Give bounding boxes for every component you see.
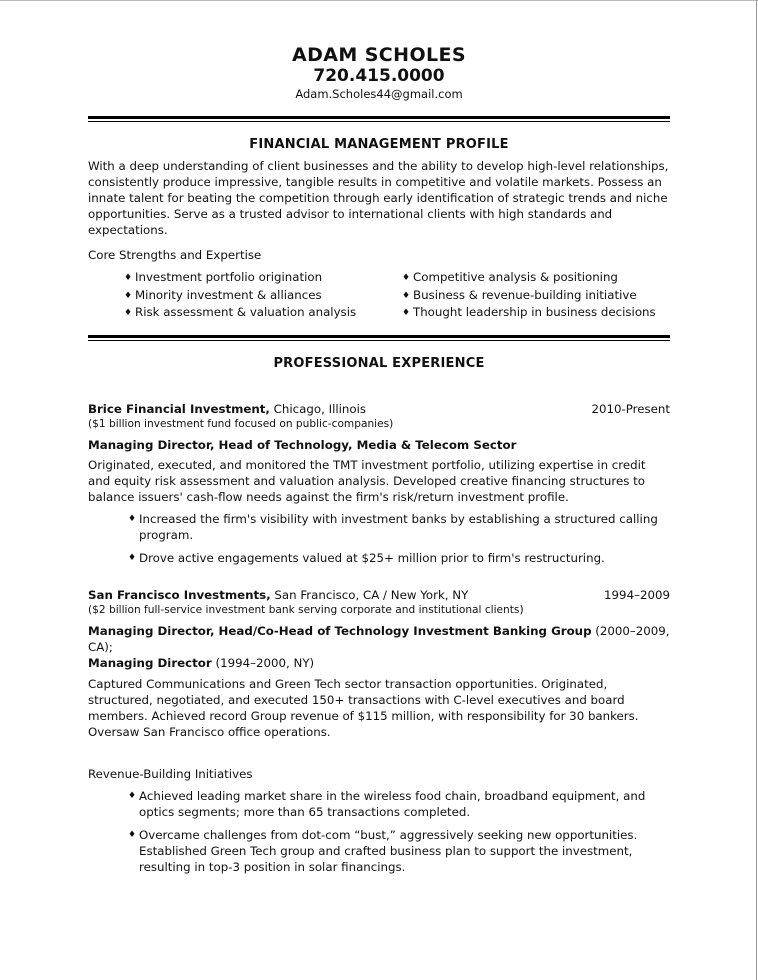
experience-section [88, 356, 670, 875]
diamond-bullet-icon: ♦ [128, 552, 137, 563]
section-divider [88, 335, 670, 338]
job-location: San Francisco, CA / New York, NY [270, 587, 469, 602]
job-entry [88, 587, 670, 875]
page-top-edge [0, 0, 758, 1]
diamond-bullet-icon: ♦ [128, 829, 137, 840]
company-description: ($2 billion full-service investment bank serving corporate and institutional clients) [88, 603, 524, 616]
candidate-name: ADAM SCHOLES [292, 44, 466, 66]
profile-summary: With a deep understanding of client businesses and the ability to develop high-level relationships, consistently produce impressive, tangible results in competitive and volatile markets. Possess an innate talent for beating the competition through early identification of strategic trends and niche opportunities. Serve as a trusted advisor to international clients with high standards and expectations. [88, 159, 669, 237]
job-role: Managing Director, Head of Technology, Media & Telecom Sector [88, 437, 517, 452]
job-dates: 2010-Present [591, 401, 670, 416]
list-item: ♦ Investment portfolio origination [124, 269, 402, 287]
section-divider [88, 116, 670, 119]
diamond-bullet-icon: ♦ [124, 290, 133, 301]
company-name: San Francisco Investments, [88, 587, 271, 602]
list-item: ♦ Drove active engagements valued at $25+ million prior to firm's restructuring. [128, 550, 605, 565]
job-header [88, 401, 670, 417]
strengths-heading: Core Strengths and Expertise [88, 248, 262, 262]
email-address: Adam.Scholes44@gmail.com [295, 87, 463, 101]
diamond-bullet-icon: ♦ [128, 790, 137, 801]
profile-section [88, 137, 670, 322]
page-right-edge [756, 0, 757, 980]
job-entry [88, 401, 670, 566]
job-role: Managing Director (1994–2000, NY) [88, 655, 315, 670]
profile-title: FINANCIAL MANAGEMENT PROFILE [249, 137, 509, 152]
list-item: ♦ Thought leadership in business decisions [402, 304, 656, 322]
list-item: ♦ Business & revenue-building initiative [402, 287, 656, 305]
job-location: Chicago, Illinois [269, 401, 367, 416]
list-item: ♦ Risk assessment & valuation analysis [124, 304, 402, 322]
resume-header [88, 44, 670, 102]
list-item: ♦ Competitive analysis & positioning [402, 269, 656, 287]
experience-title: PROFESSIONAL EXPERIENCE [273, 355, 485, 371]
strengths-list [88, 269, 670, 322]
diamond-bullet-icon: ♦ [402, 273, 411, 283]
section-divider-thin [88, 340, 670, 341]
diamond-bullet-icon: ♦ [124, 308, 133, 318]
diamond-bullet-icon: ♦ [128, 513, 137, 524]
job-summary: Originated, executed, and monitored the TMT investment portfolio, utilizing expertise in credit and equity risk assessment and valuation analysis. Developed creative financing structures to balance issuers' cash-flow needs against the firm's risk/return investment profile. [88, 457, 646, 504]
list-item: ♦ Achieved leading market share in the wireless food chain, broadband equipment, and optics segments; more than 65 transactions completed. [128, 788, 646, 819]
job-bullets [88, 511, 670, 566]
job-summary: Captured Communications and Green Tech sector transaction opportunities. Originated, structured, negotiated, and executed 150+ transactions with C-level executives and board members. Achieved record Group revenue of $115 million, with responsibility for 30 bankers. Oversaw San Francisco office operations. [88, 676, 639, 739]
phone-number: 720.415.0000 [313, 66, 445, 86]
diamond-bullet-icon: ♦ [402, 308, 411, 318]
diamond-bullet-icon: ♦ [402, 290, 411, 301]
job-header [88, 587, 670, 603]
company-description: ($1 billion investment fund focused on public-companies) [88, 417, 394, 430]
list-item: ♦ Overcame challenges from dot-com “bust,” aggressively seeking new opportunities. Established Green Tech group and crafted business plan to support the investment, resulting in top-3 position in solar financings. [128, 827, 638, 874]
list-item: ♦ Increased the firm's visibility with investment banks by establishing a structured calling program. [128, 511, 658, 542]
diamond-bullet-icon: ♦ [124, 273, 133, 283]
initiatives-heading: Revenue-Building Initiatives [88, 766, 253, 781]
section-divider-thin [88, 121, 670, 122]
job-dates: 1994–2009 [604, 587, 670, 602]
job-role: Managing Director, Head/Co-Head of Technology Investment Banking Group (2000–2009, CA); [88, 623, 670, 654]
company-name: Brice Financial Investment, [88, 401, 270, 416]
list-item: ♦ Minority investment & alliances [124, 287, 402, 305]
resume-page [88, 44, 670, 875]
job-bullets [88, 788, 670, 875]
